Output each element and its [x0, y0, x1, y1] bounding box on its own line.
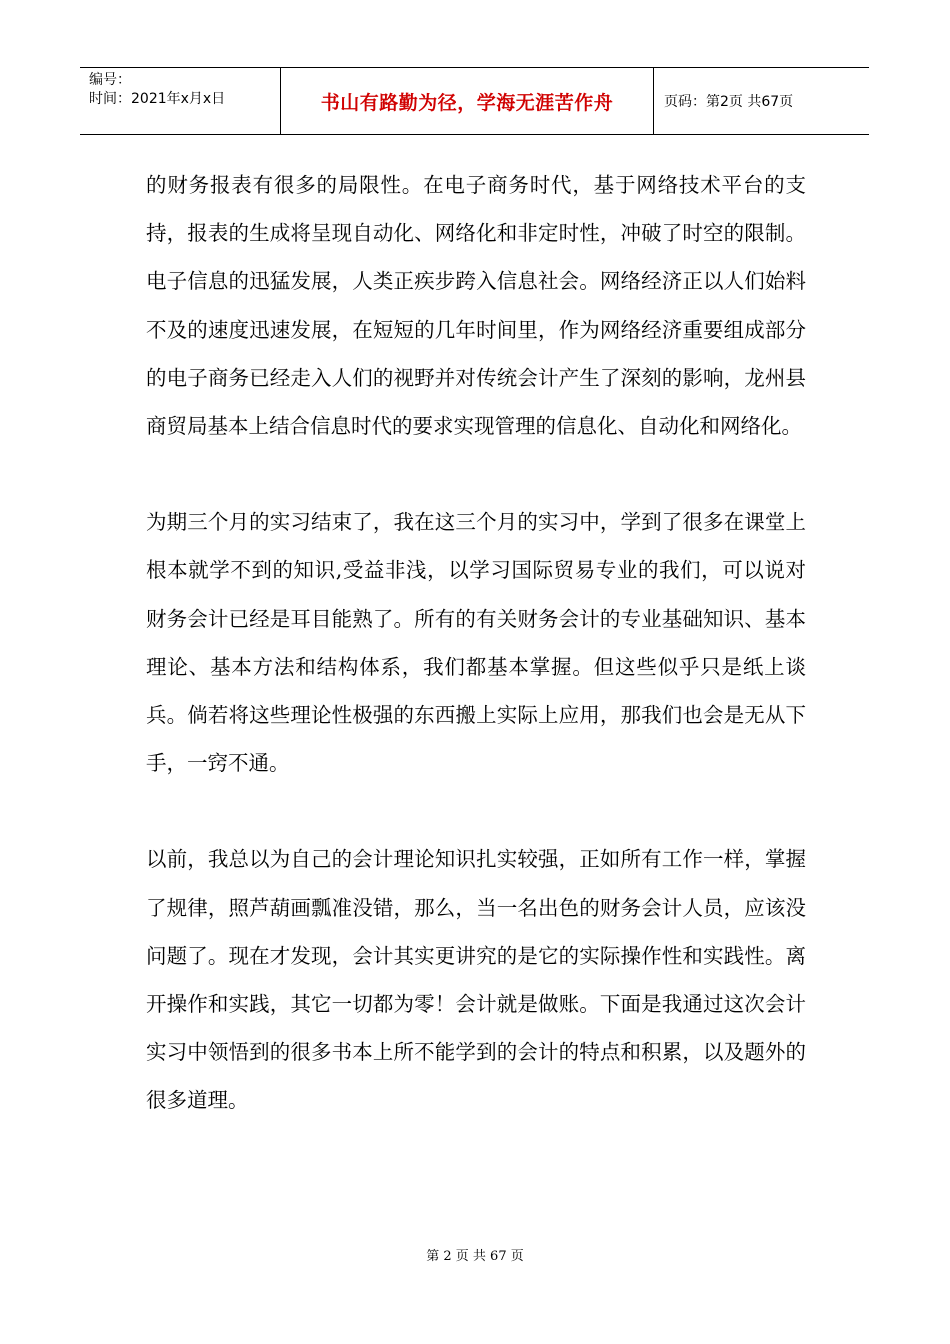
- paragraph: 以前，我总以为自己的会计理论知识扎实较强，正如所有工作一样，掌握了规律，照芦葫画瓢准没错，那么，当一名出色的财务会计人员，应该没问题了。现在才发现，会计其实更讲究的是它的实际操作性和实践性。离开操作和实践，其它一切都为零！会计就是做账。下面是我通过这次会计实习中领悟到的很多书本上所不能学到的会计的特点和积累，以及题外的很多道理。: [146, 847, 806, 1113]
- page-header: [80, 67, 869, 135]
- document-body: [146, 161, 806, 1173]
- header-page-info: 页码：第2页 共67页: [664, 94, 794, 110]
- paragraph: 的财务报表有很多的局限性。在电子商务时代，基于网络技术平台的支持，报表的生成将呈现自动化、网络化和非定时性，冲破了时空的限制。电子信息的迅猛发展，人类正疾步跨入信息社会。网络经济正以人们始料不及的速度迅速发展，在短短的几年时间里，作为网络经济重要组成部分的电子商务已经走入人们的视野并对传统会计产生了深刻的影响，龙州县商贸局基本上结合信息时代的要求实现管理的信息化、自动化和网络化。: [146, 173, 806, 439]
- header-meta: [80, 68, 281, 134]
- header-motto: 书山有路勤为径，学海无涯苦作舟: [281, 68, 654, 134]
- page-footer: 第 2 页 共 67 页: [426, 1249, 524, 1264]
- number-label: 编号：: [89, 72, 131, 88]
- time-label: 时间：2021年x月x日: [89, 91, 226, 107]
- paragraph: 为期三个月的实习结束了，我在这三个月的实习中，学到了很多在课堂上根本就学不到的知识,受益非浅，以学习国际贸易专业的我们，可以说对财务会计已经是耳目能熟了。所有的有关财务会计的专业基础知识、基本理论、基本方法和结构体系，我们都基本掌握。但这些似乎只是纸上谈兵。倘若将这些理论性极强的东西搬上实际上应用，那我们也会是无从下手，一窍不通。: [146, 510, 806, 776]
